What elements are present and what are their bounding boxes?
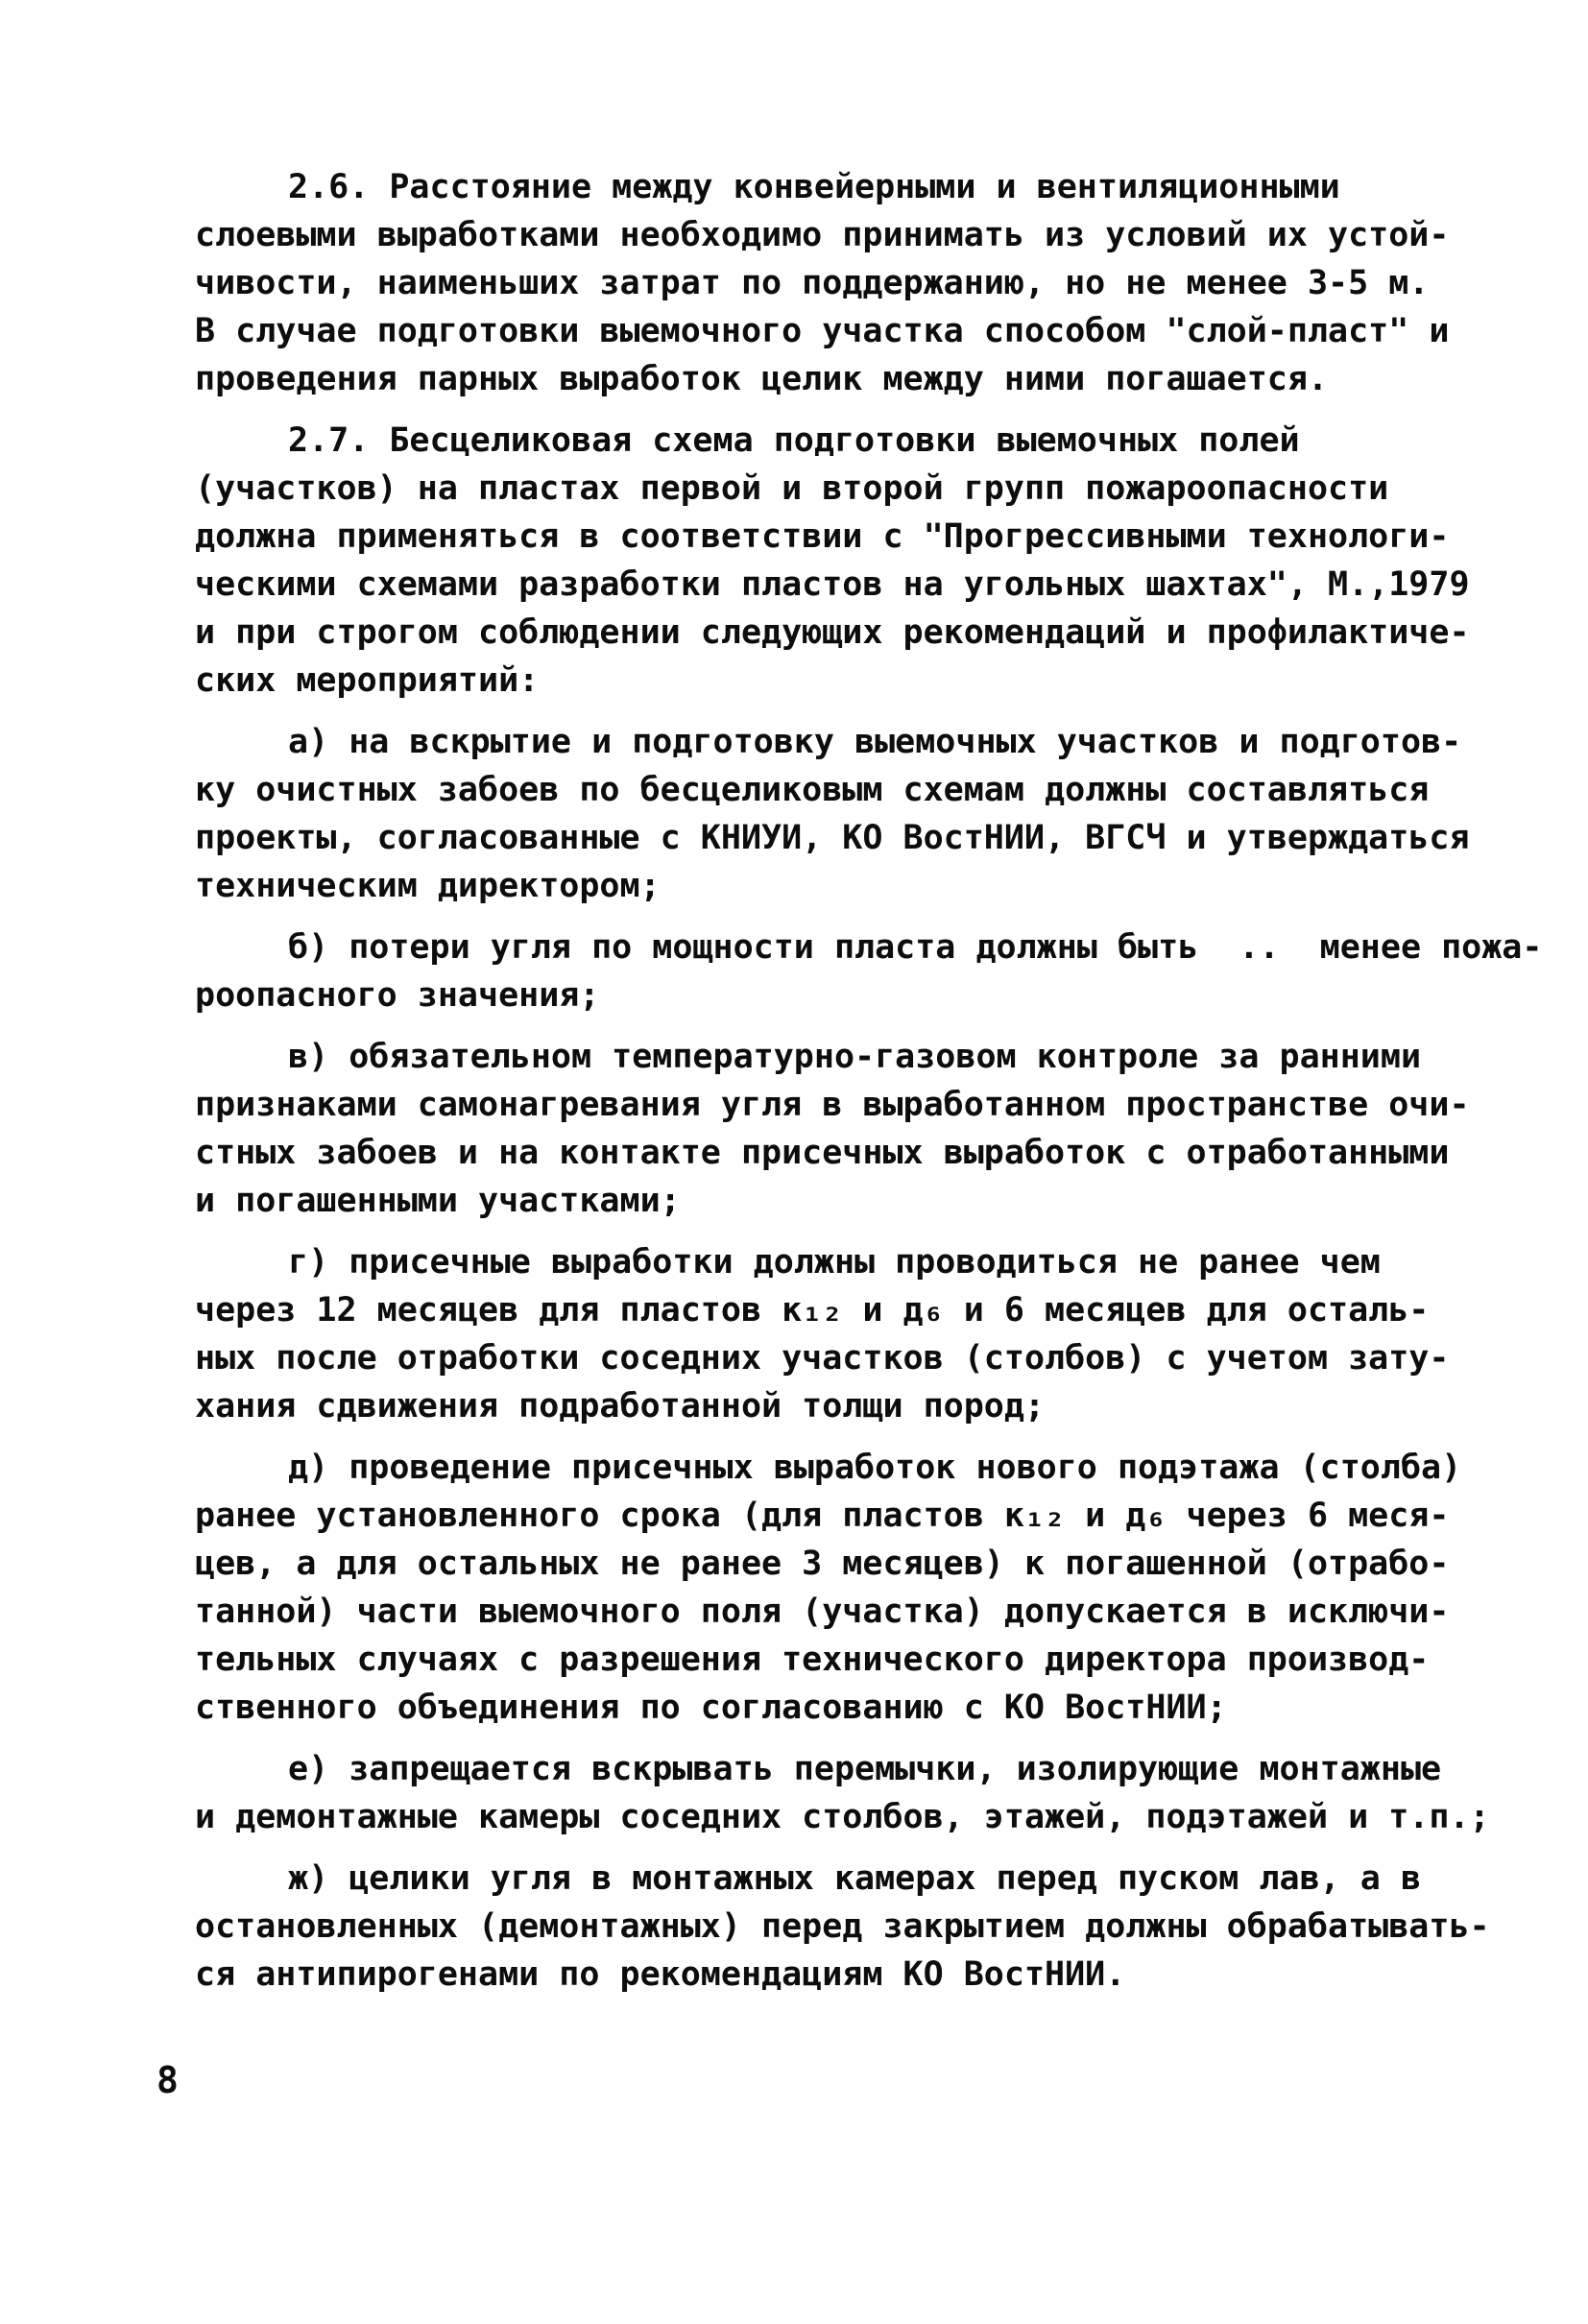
text-line: ку очистных забоев по бесцеликовым схемам должны составляться: [195, 771, 1430, 809]
text-line: проекты, согласованные с КНИУИ, КО ВостНИИ, ВГСЧ и утверждаться: [195, 819, 1470, 857]
text-line: ственного объединения по согласованию с КО ВостНИИ;: [195, 1689, 1227, 1727]
text-line: д) проведение присечных выработок нового подэтажа (столба): [288, 1449, 1462, 1487]
paragraph-2-7: [195, 417, 1520, 705]
text-line: проведения парных выработок целик между ними погашается.: [195, 360, 1329, 398]
text-line: чивости, наименьших затрат по поддержанию, но не менее 3-5 м.: [195, 264, 1430, 302]
text-line: и демонтажные камеры соседних столбов, этажей, подэтажей и т.п.;: [195, 1798, 1490, 1836]
text-line: В случае подготовки выемочного участка способом "слой-пласт" и: [195, 312, 1450, 350]
text-line: признаками самонагревания угля в выработанном пространстве очи-: [195, 1086, 1470, 1124]
text-line: и погашенными участками;: [195, 1182, 681, 1220]
text-line: (участков) на пластах первой и второй групп пожароопасности: [195, 469, 1389, 508]
text-line: остановленных (демонтажных) перед закрытием должны обрабатывать-: [195, 1907, 1490, 1946]
item-zh: [195, 1855, 1520, 1999]
text-line: е) запрещается вскрывать перемычки, изолирующие монтажные: [288, 1750, 1442, 1788]
text-line: ческими схемами разработки пластов на угольных шахтах", М.,1979: [195, 565, 1470, 604]
text-line: а) на вскрытие и подготовку выемочных участков и подготов-: [288, 723, 1462, 761]
item-v: [195, 1033, 1520, 1225]
text-line: ских мероприятий:: [195, 661, 540, 700]
item-e: [195, 1745, 1520, 1841]
text-line: техническим директором;: [195, 867, 661, 905]
item-d: [195, 1444, 1520, 1732]
text-line: ранее установленного срока (для пластов к₁₂ и д₆ через 6 меся-: [195, 1497, 1450, 1535]
text-line: роопасного значения;: [195, 976, 600, 1015]
item-b: [195, 923, 1543, 1019]
text-line: хания сдвижения подработанной толщи пород;: [195, 1387, 1046, 1426]
text-line: 2.7. Бесцеликовая схема подготовки выемочных полей: [288, 421, 1300, 460]
text-line: ных после отработки соседних участков (столбов) с учетом зату-: [195, 1339, 1450, 1378]
page-number: 8: [156, 2059, 179, 2101]
text-line: слоевыми выработками необходимо принимать из условий их устой-: [195, 216, 1450, 254]
text-line: тельных случаях с разрешения технического директора производ-: [195, 1641, 1430, 1679]
text-line: ж) целики угля в монтажных камерах перед пуском лав, а в: [288, 1859, 1422, 1898]
item-g: [195, 1238, 1520, 1430]
text-line: цев, а для остальных не ранее 3 месяцев) к погашенной (отрабо-: [195, 1545, 1450, 1583]
text-line: б) потери угля по мощности пласта должны быть .. менее пожа-: [288, 928, 1543, 967]
text-line: 2.6. Расстояние между конвейерными и вентиляционными: [288, 168, 1340, 206]
text-line: стных забоев и на контакте присечных выработок с отработанными: [195, 1134, 1450, 1172]
text-line: г) присечные выработки должны проводиться не ранее чем: [288, 1243, 1381, 1282]
text-line: через 12 месяцев для пластов к₁₂ и д₆ и 6 месяцев для осталь-: [195, 1291, 1430, 1330]
text-line: ся антипирогенами по рекомендациям КО ВостНИИ.: [195, 1955, 1126, 1994]
text-block: [195, 163, 1543, 2012]
paragraph-2-6: [195, 163, 1520, 403]
text-line: должна применяться в соответствии с "Прогрессивными технологи-: [195, 517, 1450, 556]
text-line: танной) части выемочного поля (участка) допускается в исключи-: [195, 1593, 1450, 1631]
item-a: [195, 718, 1520, 910]
text-line: и при строгом соблюдении следующих рекомендаций и профилактиче-: [195, 613, 1470, 652]
text-line: в) обязательном температурно-газовом контроле за ранними: [288, 1038, 1422, 1076]
